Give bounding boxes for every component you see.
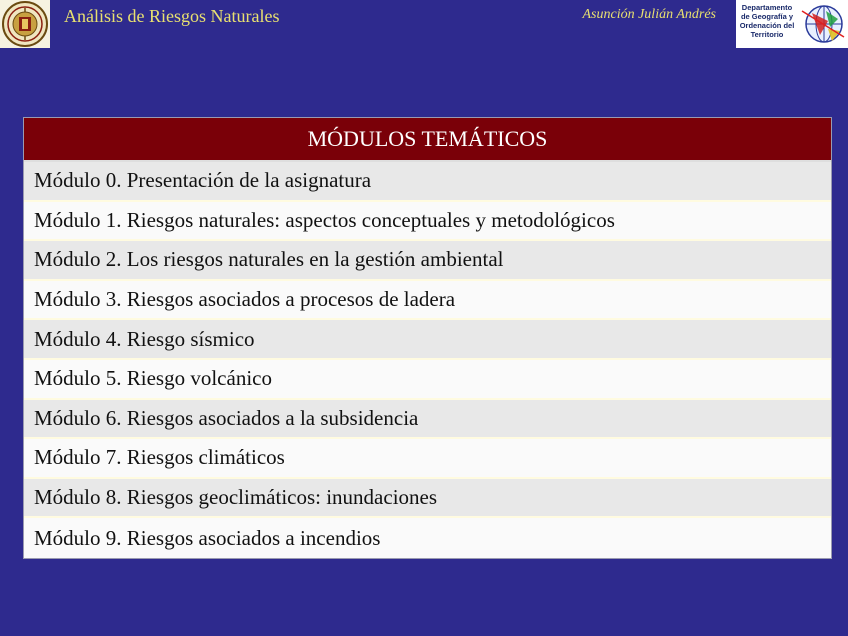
module-row-7: Módulo 7. Riesgos climáticos bbox=[24, 439, 831, 479]
module-row-2: Módulo 2. Los riesgos naturales en la gestión ambiental bbox=[24, 241, 831, 281]
department-name bbox=[738, 3, 796, 39]
table-heading: MÓDULOS TEMÁTICOS bbox=[24, 118, 831, 162]
department-name-line: Territorio bbox=[750, 30, 784, 39]
module-row-5: Módulo 5. Riesgo volcánico bbox=[24, 360, 831, 400]
module-row-9: Módulo 9. Riesgos asociados a incendios bbox=[24, 518, 831, 558]
module-list bbox=[24, 162, 831, 558]
module-row-8: Módulo 8. Riesgos geoclimáticos: inundaciones bbox=[24, 479, 831, 519]
module-row-1: Módulo 1. Riesgos naturales: aspectos conceptuales y metodológicos bbox=[24, 202, 831, 242]
module-row-3: Módulo 3. Riesgos asociados a procesos de ladera bbox=[24, 281, 831, 321]
department-name-line: Ordenación del bbox=[739, 21, 795, 30]
department-logo-icon bbox=[798, 1, 846, 47]
course-title: Análisis de Riesgos Naturales bbox=[64, 6, 280, 26]
department-name-line: Departamento bbox=[741, 3, 793, 12]
module-row-4: Módulo 4. Riesgo sísmico bbox=[24, 320, 831, 360]
module-row-6: Módulo 6. Riesgos asociados a la subsidencia bbox=[24, 400, 831, 440]
university-seal-logo bbox=[0, 0, 50, 48]
modules-table bbox=[23, 117, 832, 559]
module-row-0: Módulo 0. Presentación de la asignatura bbox=[24, 162, 831, 202]
department-name-line: de Geografía y bbox=[740, 12, 794, 21]
author-name: Asunción Julián Andrés bbox=[582, 7, 716, 22]
department-logo bbox=[736, 0, 848, 48]
university-seal-icon bbox=[0, 0, 50, 48]
